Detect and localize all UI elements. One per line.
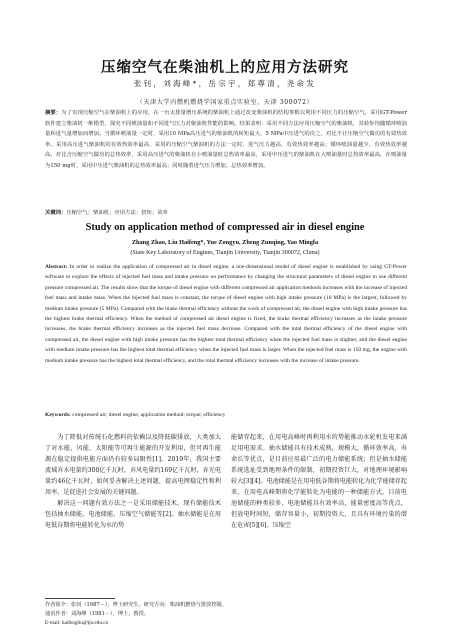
cn-affiliation: （天津大学内燃机燃烧学国家重点实验室，天津 300072） <box>136 99 314 106</box>
body-paragraph: 为了降低对传统石化燃料的依赖以及降低碳排放，人类加大了对水能、风能、太阳能等可再生能源的开发利用，但可再生能源在稳定提供电能方面仍有较多局限性[1]。2019年，我国主要流域弃水电量约300亿千瓦时，弃风电量约169亿千瓦时，弃光电量约46亿千瓦时，如何妥善解决上述问题，提高电网稳定性和利用率，是促进社会发展的关键问题。 <box>45 434 221 496</box>
footnote-rule <box>45 598 115 599</box>
body-paragraph: 解决这一问题有效方法之一是采用储能技术。现有储能技术包括抽水储能、电池储能、压缩空气储能等[2]。抽水储能是在用电低谷期将电能转化为水的势 <box>45 500 221 529</box>
en-abstract-label: Abstract: <box>45 264 68 270</box>
footnote-email: E-mail: haifengliu@tju.edu.cn <box>45 620 109 626</box>
cn-keywords-label: 关键词： <box>45 210 67 216</box>
body-column-right <box>231 432 407 570</box>
cn-keywords-text: 压缩空气；柴油机；应用方法；扭矩；效率 <box>66 210 168 216</box>
en-abstract-text: In order to realize the application of compressed air in diesel engine, a one-dimensional model of diesel engine is established by using GT-Power software to explore the effects of injected fuel mass and intake pressure on performance by changing the structural parameters of diesel engine to use different pressure compressed air. The results show that the torque of diesel engine with different compressed air application methods increases with the increase of injected fuel mass and intake mass. When the injected fuel mass is constant, the torque of diesel engine with high intake pressure (10 MPa) is the largest, followed by medium intake pressure (5 MPa). Compared with the brake thermal efficiency without the work of compressed air, the diesel engine with high intake pressure has the highest brake thermal efficiency. When the method of compressed air diesel engine is fixed, the brake thermal efficiency increases as the intake pressure increases, the brake thermal efficiency increases as the injected fuel mass decrease. Compared with the total thermal efficiency of the diesel engine with compressed air, the diesel engine with high intake pressure has the highest total thermal efficiency when the injected fuel mass is slighter, and the diesel engine with medium intake pressure has the highest total thermal efficiency when the injected fuel mass is larger. When the injected fuel mass is 150 mg, the engine with medium intake pressure has the highest total thermal efficiency, and the total thermal efficiency increases with the increase of intake pressure. <box>45 264 407 364</box>
en-title: Study on application method of compressed air in diesel engine <box>85 222 365 233</box>
cn-title: 压缩空气在柴油机上的应用方法研究 <box>101 60 349 76</box>
footnote-corresponding: 通讯作者：刘海峰（1981－），博士，教授。 <box>45 611 149 617</box>
body-paragraph: 能储存起来，在用电高峰时再利用水的势能推动水轮机发电来满足用电需求。抽水储能具有技术成熟，规模大，循环效率高，寿命长等优点，是目前应用最广泛的电力储能系统；但是抽水储能系统选址受到地理条件的限制，初期投资巨大，对地理环境影响较大[3][4]。电池储能是在用电低谷期将电能转化为化学能储存起来，在用电高峰期将化学能转化为电能的一种储能方式，目前电池储能的种类较多，电池储能具有效率高，能量密度高等优点，但放电时间短，储存容量小，初期投资大，且具有环境污染的潜在危害[5][6]。压缩空 <box>231 434 407 529</box>
cn-abstract <box>45 108 407 208</box>
footnote-author-info: 作者简介：张钊（1987－），博士研究生，研究方向：柴油机燃烧与排放控制。 <box>45 602 227 608</box>
cn-abstract-text: 为了实现压缩空气在柴油机上的应用，在一台太排量增压系统的柴油机上通过改变柴油机的结构参数以利用不同压力的压缩空气，采用GT-Power软件建立柴油机一维模型，探究不同喷油量和不同进气压力对柴油机性能的影响。结果表明：采用不同方法应用压缩空气的柴油机，其转矩均随循环喷油量和进气量增加而增加。当循环喷油量一定时，采用10 MPa高压进气的柴油机的转矩最大，5 MPa中压进气的次之，对比不让压缩空气做功的有效热效率。采用高压进气柴油机的有效热效率最高，采用的压缩空气柴油机的方法一定时，进气压力越高，有效热效率越高；循环喷油量越少，有效热效率越高。对比含压缩空气做功的总热效率，采用高压进气的柴油机在小喷油量时总热效率最高，采用中压进气的柴油机在大喷油量时总热效率最高，在喷油量为150 mg时，采用中压进气柴油机的总热效率最高；同时随着进气压力增加，总热效率增加。 <box>45 110 407 169</box>
en-affiliation: (State Key Laboratory of Engines, Tianjin University, Tianjin 300072, China) <box>130 250 320 256</box>
en-authors: Zhang Zhao, Liu Haifeng*, Yue Zongyu, Zheng Zunqing, Yao Mingfa <box>131 239 319 246</box>
cn-keywords <box>45 208 407 219</box>
en-keywords <box>45 410 407 421</box>
en-abstract <box>45 262 407 410</box>
en-keywords-label: Keywords: <box>45 412 71 418</box>
en-keywords-text: compressed air; diesel engine; application method; torque; efficiency <box>72 412 226 418</box>
cn-abstract-label: 摘要： <box>45 110 62 116</box>
body-column-left <box>45 432 221 570</box>
cn-authors: 张钊，刘海峰*，岳宗宇，郑尊清，尧命发 <box>133 79 317 88</box>
